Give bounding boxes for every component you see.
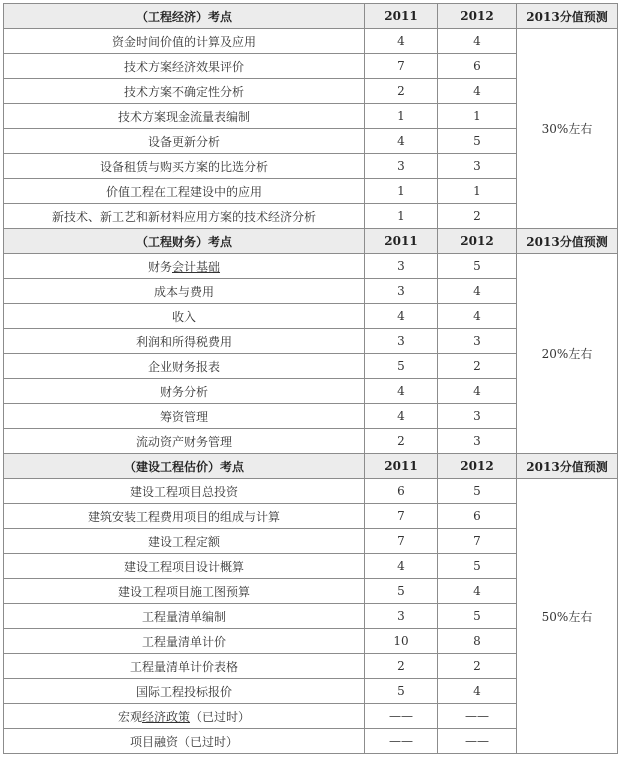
- section-header-estimation: [4, 454, 618, 479]
- score-2012: 3: [438, 154, 517, 179]
- topic-cell: 成本与费用: [4, 279, 365, 304]
- topic-suffix: （已过时）: [190, 709, 251, 724]
- score-2011: ——: [365, 729, 438, 754]
- header-2011: 2011: [365, 229, 438, 254]
- score-2011: 6: [365, 479, 438, 504]
- score-2012: 4: [438, 679, 517, 704]
- score-2012: ——: [438, 704, 517, 729]
- topic-cell: 设备更新分析: [4, 129, 365, 154]
- header-2011: 2011: [365, 4, 438, 29]
- header-2011: 2011: [365, 454, 438, 479]
- score-2012: 5: [438, 604, 517, 629]
- topic-cell: 建设工程项目施工图预算: [4, 579, 365, 604]
- header-prediction: 2013分值预测: [517, 229, 618, 254]
- score-2012: 1: [438, 179, 517, 204]
- score-2012: 5: [438, 129, 517, 154]
- topic-cell: 企业财务报表: [4, 354, 365, 379]
- score-2011: 7: [365, 54, 438, 79]
- prediction-cell: 50%左右: [517, 479, 618, 754]
- score-2011: 5: [365, 679, 438, 704]
- prediction-cell: 30%左右: [517, 29, 618, 229]
- score-2012: 6: [438, 504, 517, 529]
- score-2011: 4: [365, 29, 438, 54]
- table-row: [4, 29, 618, 54]
- score-2011: 5: [365, 579, 438, 604]
- prediction-cell: 20%左右: [517, 254, 618, 454]
- score-2011: 4: [365, 129, 438, 154]
- topic-cell: 筹资管理: [4, 404, 365, 429]
- score-2011: 2: [365, 654, 438, 679]
- score-2012: 2: [438, 354, 517, 379]
- topic-cell: 收入: [4, 304, 365, 329]
- topic-cell: 建筑安装工程费用项目的组成与计算: [4, 504, 365, 529]
- topic-cell: 建设工程定额: [4, 529, 365, 554]
- topic-cell: 项目融资（已过时）: [4, 729, 365, 754]
- score-2012: 6: [438, 54, 517, 79]
- topic-cell: 建设工程项目设计概算: [4, 554, 365, 579]
- score-2011: ——: [365, 704, 438, 729]
- score-2012: 5: [438, 254, 517, 279]
- topic-cell: 国际工程投标报价: [4, 679, 365, 704]
- topic-text: 宏观: [117, 709, 142, 724]
- score-2012: 2: [438, 654, 517, 679]
- score-2012: 3: [438, 404, 517, 429]
- score-2011: 3: [365, 279, 438, 304]
- score-2011: 4: [365, 404, 438, 429]
- topic-cell: 利润和所得税费用: [4, 329, 365, 354]
- score-2011: 7: [365, 529, 438, 554]
- score-2011: 3: [365, 604, 438, 629]
- table-row: [4, 254, 618, 279]
- topic-cell: 财务分析: [4, 379, 365, 404]
- score-2012: 4: [438, 279, 517, 304]
- exam-points-table: [3, 3, 618, 754]
- score-2012: 4: [438, 579, 517, 604]
- score-2012: 3: [438, 329, 517, 354]
- score-2012: ——: [438, 729, 517, 754]
- header-2012: 2012: [438, 4, 517, 29]
- score-2012: 4: [438, 304, 517, 329]
- table-row: [4, 479, 618, 504]
- score-2011: 4: [365, 554, 438, 579]
- topic-cell: 资金时间价值的计算及应用: [4, 29, 365, 54]
- header-2012: 2012: [438, 454, 517, 479]
- topic-cell: 价值工程在工程建设中的应用: [4, 179, 365, 204]
- topic-cell: 工程量清单编制: [4, 604, 365, 629]
- score-2012: 4: [438, 29, 517, 54]
- topic-cell: 工程量清单计价表格: [4, 654, 365, 679]
- header-prediction: 2013分值预测: [517, 454, 618, 479]
- score-2011: 3: [365, 154, 438, 179]
- header-2012: 2012: [438, 229, 517, 254]
- score-2011: 7: [365, 504, 438, 529]
- topic-cell: [4, 254, 365, 279]
- score-2012: 8: [438, 629, 517, 654]
- score-2012: 2: [438, 204, 517, 229]
- section-title: （工程经济）考点: [4, 4, 365, 29]
- score-2011: 1: [365, 104, 438, 129]
- topic-cell: [4, 704, 365, 729]
- section-header-economics: [4, 4, 618, 29]
- score-2012: 5: [438, 554, 517, 579]
- score-2012: 4: [438, 379, 517, 404]
- score-2011: 4: [365, 379, 438, 404]
- score-2011: 2: [365, 79, 438, 104]
- score-2012: 7: [438, 529, 517, 554]
- score-2011: 5: [365, 354, 438, 379]
- topic-cell: 设备租赁与购买方案的比选分析: [4, 154, 365, 179]
- score-2012: 3: [438, 429, 517, 454]
- topic-cell: 技术方案现金流量表编制: [4, 104, 365, 129]
- topic-cell: 工程量清单计价: [4, 629, 365, 654]
- score-2012: 4: [438, 79, 517, 104]
- score-2011: 4: [365, 304, 438, 329]
- score-2012: 1: [438, 104, 517, 129]
- score-2011: 3: [365, 329, 438, 354]
- score-2012: 5: [438, 479, 517, 504]
- section-title: （建设工程估价）考点: [4, 454, 365, 479]
- topic-cell: 流动资产财务管理: [4, 429, 365, 454]
- section-header-finance: [4, 229, 618, 254]
- topic-link[interactable]: 经济政策: [141, 709, 190, 724]
- score-2011: 1: [365, 204, 438, 229]
- score-2011: 3: [365, 254, 438, 279]
- score-2011: 2: [365, 429, 438, 454]
- score-2011: 1: [365, 179, 438, 204]
- topic-cell: 建设工程项目总投资: [4, 479, 365, 504]
- topic-cell: 技术方案经济效果评价: [4, 54, 365, 79]
- score-2011: 10: [365, 629, 438, 654]
- topic-cell: 技术方案不确定性分析: [4, 79, 365, 104]
- topic-cell: 新技术、新工艺和新材料应用方案的技术经济分析: [4, 204, 365, 229]
- topic-link[interactable]: 会计基础: [172, 259, 221, 274]
- topic-text: 财务: [147, 259, 172, 274]
- section-title: （工程财务）考点: [4, 229, 365, 254]
- header-prediction: 2013分值预测: [517, 4, 618, 29]
